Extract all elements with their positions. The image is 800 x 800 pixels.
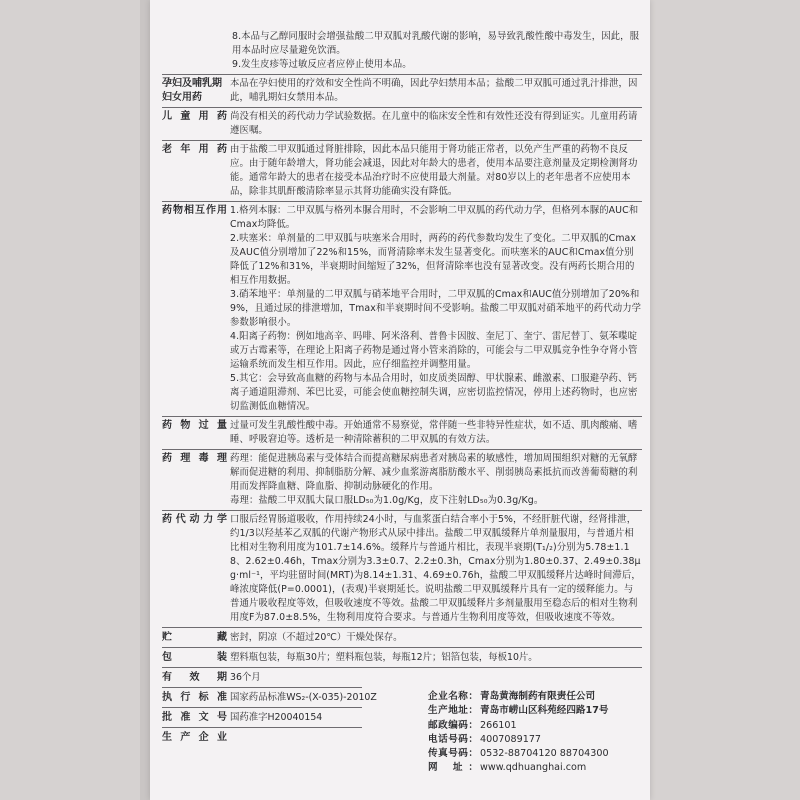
- section-pharmacology: [162, 452, 642, 508]
- section-manufacturer: [162, 730, 362, 745]
- precaution-item-9: 9.发生皮疹等过敏反应者应停止使用本品。: [232, 59, 412, 70]
- manufacturer-value: [230, 730, 362, 745]
- section-text: 由于盐酸二甲双胍通过肾脏排除，因此本品只能用于肾功能正常者，以免产生严重的药物不良反应。由于随年龄增大，肾功能会减退，因此对年龄大的患者，使用本品要注意剂量及定期检测肾功能。通常年龄大的患者在接受本品治疗时不应使用最大剂量。对80岁以上的老年患者不应使用本品，除非其肌酐酸清除率显示其肾功能确实没有降低。: [230, 144, 638, 197]
- section-text: 本品在孕妇使用的疗效和安全性尚不明确，因此孕妇禁用本品；盐酸二甲双胍可通过乳汁排泄，因此，哺乳期妇女禁用本品。: [230, 78, 638, 103]
- section-text: 过量可发生乳酸性酸中毒。开始通常不易察觉，常伴随一些非特异性症状，如不适、肌肉酸痛、嗜睡、呼吸窘迫等。透析是一种清除蓄积的二甲双胍的有效方法。: [230, 420, 638, 445]
- section-label: 药物过量: [162, 420, 227, 431]
- company-info: [428, 690, 643, 776]
- company-postcode-label: 邮政编码：: [428, 719, 478, 731]
- standard-label: 执行标准: [162, 692, 227, 703]
- section-label: 药物相互作用: [162, 205, 227, 216]
- divider: [162, 74, 642, 75]
- manufacturer-label: 生产企业: [162, 732, 227, 743]
- section-label: 药理毒理: [162, 453, 227, 464]
- interaction-item-2: 2.呋塞米：单剂量的二甲双胍与呋塞米合用时，两药的药代参数均发生了变化。二甲双胍的Cmax及AUC值分别增加了22%和15%，而肾清除率未发生显著变化。而呋塞米的AUC和Cmax值分别降低了12%和31%，半衰期时间缩短了32%，但肾清除率也没有显著改变。没有两药长期合用的相互作用数据。: [230, 233, 637, 286]
- company-address: 青岛市崂山区科苑经四路17号: [480, 705, 609, 717]
- company-phone: 4007089177: [480, 733, 542, 745]
- section-interactions: [162, 204, 642, 414]
- company-address-label: 生产地址：: [428, 705, 478, 717]
- company-website: www.qdhuanghai.com: [480, 762, 587, 774]
- company-web-row: [428, 761, 643, 775]
- standard-value: 国家药品标准WS₂-(X-035)-2010Z: [230, 692, 377, 703]
- section-overdose: [162, 419, 642, 447]
- divider: [162, 687, 362, 688]
- company-fax: 0532-88704120 88704300: [480, 748, 609, 760]
- company-name-row: [428, 690, 643, 704]
- drug-leaflet: [150, 0, 650, 800]
- company-name-label: 企业名称：: [428, 691, 478, 702]
- company-name: 青岛黄海制药有限责任公司: [480, 691, 596, 702]
- divider: [162, 416, 642, 417]
- section-storage: [162, 630, 642, 645]
- precaution-item-8: 8.本品与乙醇同服时会增强盐酸二甲双胍对乳酸代谢的影响，易导致乳酸性酸中毒发生，因此，服用本品时应尽量避免饮酒。: [232, 31, 640, 56]
- section-text: 尚没有相关的药代动力学试验数据。在儿童中的临床安全性和有效性还没有得到证实。儿童用药请遵医嘱。: [230, 111, 638, 136]
- packaging-label: 包装: [162, 652, 227, 663]
- divider: [162, 647, 642, 648]
- storage-label: 贮藏: [162, 632, 227, 643]
- company-web-label: 网 址：: [428, 762, 478, 774]
- section-packaging: [162, 650, 642, 665]
- approval-value: 国药准字H20040154: [230, 712, 323, 723]
- interaction-item-1: 1.格列本脲：二甲双胍与格列本脲合用时，不会影响二甲双胍的药代动力学，但格列本脲的AUC和Cmax均降低。: [230, 205, 639, 230]
- background-left: [0, 0, 140, 800]
- divider: [162, 107, 642, 108]
- section-elderly: [162, 143, 642, 199]
- interaction-item-4: 4.阳离子药物：例如地高辛、吗啡、阿米洛利、普鲁卡因胺、奎尼丁、奎宁、雷尼替丁、氨苯喋啶或万古霉素等，在理论上阳离子药物是通过肾小管来消除的，可能会与二甲双胍竞争性争夺肾小管运输系统而发生相互作用。因此，应仔细监控并调整用量。: [230, 331, 638, 370]
- validity-value: 36个月: [230, 672, 261, 683]
- precaution-continuation: [232, 30, 642, 72]
- section-validity: [162, 670, 362, 685]
- section-pharmacokinetics: [162, 513, 642, 625]
- section-label: 老年用药: [162, 144, 227, 155]
- section-pediatric: [162, 110, 642, 138]
- background-right: [648, 0, 800, 800]
- section-pregnancy: [162, 77, 642, 105]
- section-approval: [162, 710, 427, 725]
- divider: [162, 727, 362, 728]
- divider: [162, 627, 642, 628]
- section-label: 药代动力学: [162, 514, 227, 525]
- leaflet-content: [162, 30, 642, 745]
- section-standard: [162, 690, 427, 705]
- packaging-value: 塑料瓶包装，每瓶30片；塑料瓶包装，每瓶12片；铝箔包装，每板10片。: [230, 652, 538, 663]
- interaction-item-3: 3.硝苯地平：单剂量的二甲双胍与硝苯地平合用时，二甲双胍的Cmax和AUC值分别增加了20%和9%，且通过尿的排泄增加，Tmax和半衰期时间不受影响。盐酸二甲双胍对硝苯地平的药代动力学参数影响很小。: [230, 289, 642, 328]
- pharmacology-text: 药理：能促进胰岛素与受体结合而提高糖尿病患者对胰岛素的敏感性，增加周围组织对糖的无氧酵解而促进糖的利用、抑制脂肪分解、减少血浆游离脂肪酸水平、削弱胰岛素抵抗而改善葡萄糖的利用而发挥降血糖、降血脂、抑制动脉硬化的作用。: [230, 453, 638, 492]
- company-fax-row: [428, 747, 643, 761]
- divider: [162, 707, 362, 708]
- company-phone-label: 电话号码：: [428, 733, 478, 745]
- interaction-item-5: 5.其它：会导致高血糖的药物与本品合用时，如皮质类固醇、甲状腺素、雌激素、口服避孕药、钙离子通道阻滞剂、苯巴比妥，可能会使血糖控制失调，应密切监控情况，停用上述药物时，也应密切监测低血糖情况。: [230, 373, 638, 412]
- company-postcode-row: [428, 719, 643, 733]
- company-fax-label: 传真号码：: [428, 748, 478, 760]
- company-postcode: 266101: [480, 719, 517, 731]
- divider: [162, 201, 642, 202]
- divider: [162, 510, 642, 511]
- approval-label: 批准文号: [162, 712, 227, 723]
- section-label: 儿童用药: [162, 111, 227, 122]
- company-phone-row: [428, 733, 643, 747]
- divider: [162, 140, 642, 141]
- validity-label: 有效期: [162, 672, 227, 683]
- toxicology-text: 毒理：盐酸二甲双胍大鼠口服LD₅₀为1.0g/Kg，皮下注射LD₅₀为0.3g/Kg。: [230, 495, 544, 506]
- company-address-row: [428, 704, 643, 718]
- section-text: 口服后经胃肠道吸收，作用持续24小时，与血浆蛋白结合率小于5%，不经肝脏代谢，经肾排泄，约1/3以羟基苯乙双胍的代谢产物形式从尿中排出。盐酸二甲双胍缓释片单剂量服用，与普通片相比相对生物利用度为101.7±14.6%。缓释片与普通片相比，表现半衰期(T₁/₂)分别为5.78±1.18、2.62±0.46h，Tmax分别为3.3±0.7、2.2±0.3h，Cmax分别为1.80±0.37、2.49±0.38μg·ml⁻¹，平均驻留时间(MRT)为8.14±1.31、4.69±0.76h，盐酸二甲双胍缓释片达峰时间滞后，峰浓度降低(P=0.0001)，(表观)半衰期延长。说明盐酸二甲双胍缓释片具有一定的缓释能力。与普通片吸收程度等效，但吸收速度不等效。盐酸二甲双胍缓释片多剂量服用至稳态后的相对生物利用度F为87.0±8.5%，生物利用度符合要求。与普通片生物利用度等效，但吸收速度不等效。: [230, 514, 641, 623]
- storage-value: 密封，阴凉（不超过20℃）干燥处保存。: [230, 632, 403, 643]
- divider: [162, 449, 642, 450]
- divider: [162, 667, 642, 668]
- section-label: 孕妇及哺乳期妇女用药: [162, 78, 222, 103]
